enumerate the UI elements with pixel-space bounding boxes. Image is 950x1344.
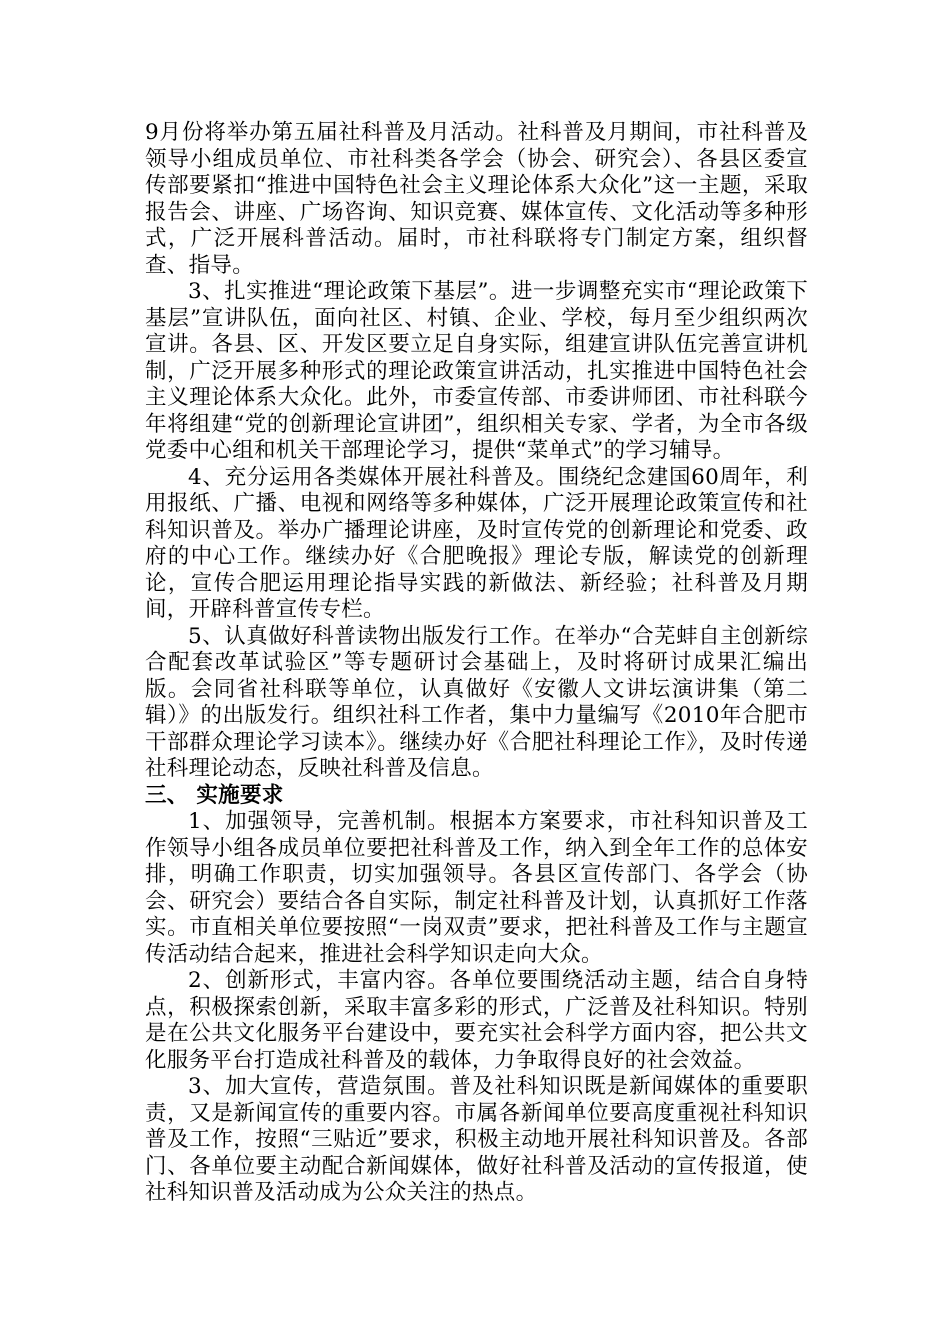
document-page: [145, 120, 808, 1207]
paragraph-leadership-mechanism: 1、加强领导，完善机制。根据本方案要求，市社科知识普及工作领导小组各成员单位要把社科普及工作，纳入到全年工作的总体安排，明确工作职责，切实加强领导。各县区宣传部门、各学会（协会、研究会）要结合各自实际，制定社科普及计划，认真抓好工作落实。市直相关单位要按照“一岗双责”要求，把社科普及工作与主题宣传活动结合起来，推进社会科学知识走向大众。: [145, 809, 808, 967]
paragraph-media-popularization: 4、充分运用各类媒体开展社科普及。围绕纪念建国60周年，利用报纸、广播、电视和网络等多种媒体，广泛开展理论政策宣传和社科知识普及。举办广播理论讲座，及时宣传党的创新理论和党委、政府的中心工作。继续办好《合肥晚报》理论专版，解读党的创新理论，宣传合肥运用理论指导实践的新做法、新经验；社科普及月期间，开辟科普宣传专栏。: [145, 464, 808, 622]
paragraph-theory-policy-grassroots: 3、扎实推进“理论政策下基层”。进一步调整充实市“理论政策下基层”宣讲队伍，面向社区、村镇、企业、学校，每月至少组织两次宣讲。各县、区、开发区要立足自身实际，组建宣讲队伍完善宣讲机制，广泛开展多种形式的理论政策宣讲活动，扎实推进中国特色社会主义理论体系大众化。此外，市委宣传部、市委讲师团、市社科联今年将组建“党的创新理论宣讲团”，组织相关专家、学者，为全市各级党委中心组和机关干部理论学习，提供“菜单式”的学习辅导。: [145, 279, 808, 463]
paragraph-social-science-month: 9月份将举办第五届社科普及月活动。社科普及月期间，市社科普及领导小组成员单位、市社科类各学会（协会、研究会）、各县区委宣传部要紧扣“推进中国特色社会主义理论体系大众化”这一主题，采取报告会、讲座、广场咨询、知识竞赛、媒体宣传、文化活动等多种形式，广泛开展科普活动。届时，市社科联将专门制定方案，组织督查、指导。: [145, 120, 808, 278]
section-heading-requirements: 三、 实施要求: [145, 782, 284, 808]
paragraph-innovation-content: 2、创新形式，丰富内容。各单位要围绕活动主题，结合自身特点，积极探索创新，采取丰富多彩的形式，广泛普及社科知识。特别是在公共文化服务平台建设中，要充实社会科学方面内容，把公共文化服务平台打造成社科普及的载体，力争取得良好的社会效益。: [145, 968, 808, 1073]
paragraph-publication-work: 5、认真做好科普读物出版发行工作。在举办“合芜蚌自主创新综合配套改革试验区”等专题研讨会基础上，及时将研讨成果汇编出版。会同省社科联等单位，认真做好《安徽人文讲坛演讲集（第二辑）》的出版发行。组织社科工作者，集中力量编写《2010年合肥市干部群众理论学习读本》。继续办好《合肥社科理论工作》，及时传递社科理论动态，反映社科普及信息。: [145, 623, 808, 781]
paragraph-publicity-atmosphere: 3、加大宣传，营造氛围。普及社科知识既是新闻媒体的重要职责，又是新闻宣传的重要内容。市属各新闻单位要高度重视社科知识普及工作，按照“三贴近”要求，积极主动地开展社科知识普及。各部门、各单位要主动配合新闻媒体，做好社科普及活动的宣传报道，使社科知识普及活动成为公众关注的热点。: [145, 1074, 808, 1205]
